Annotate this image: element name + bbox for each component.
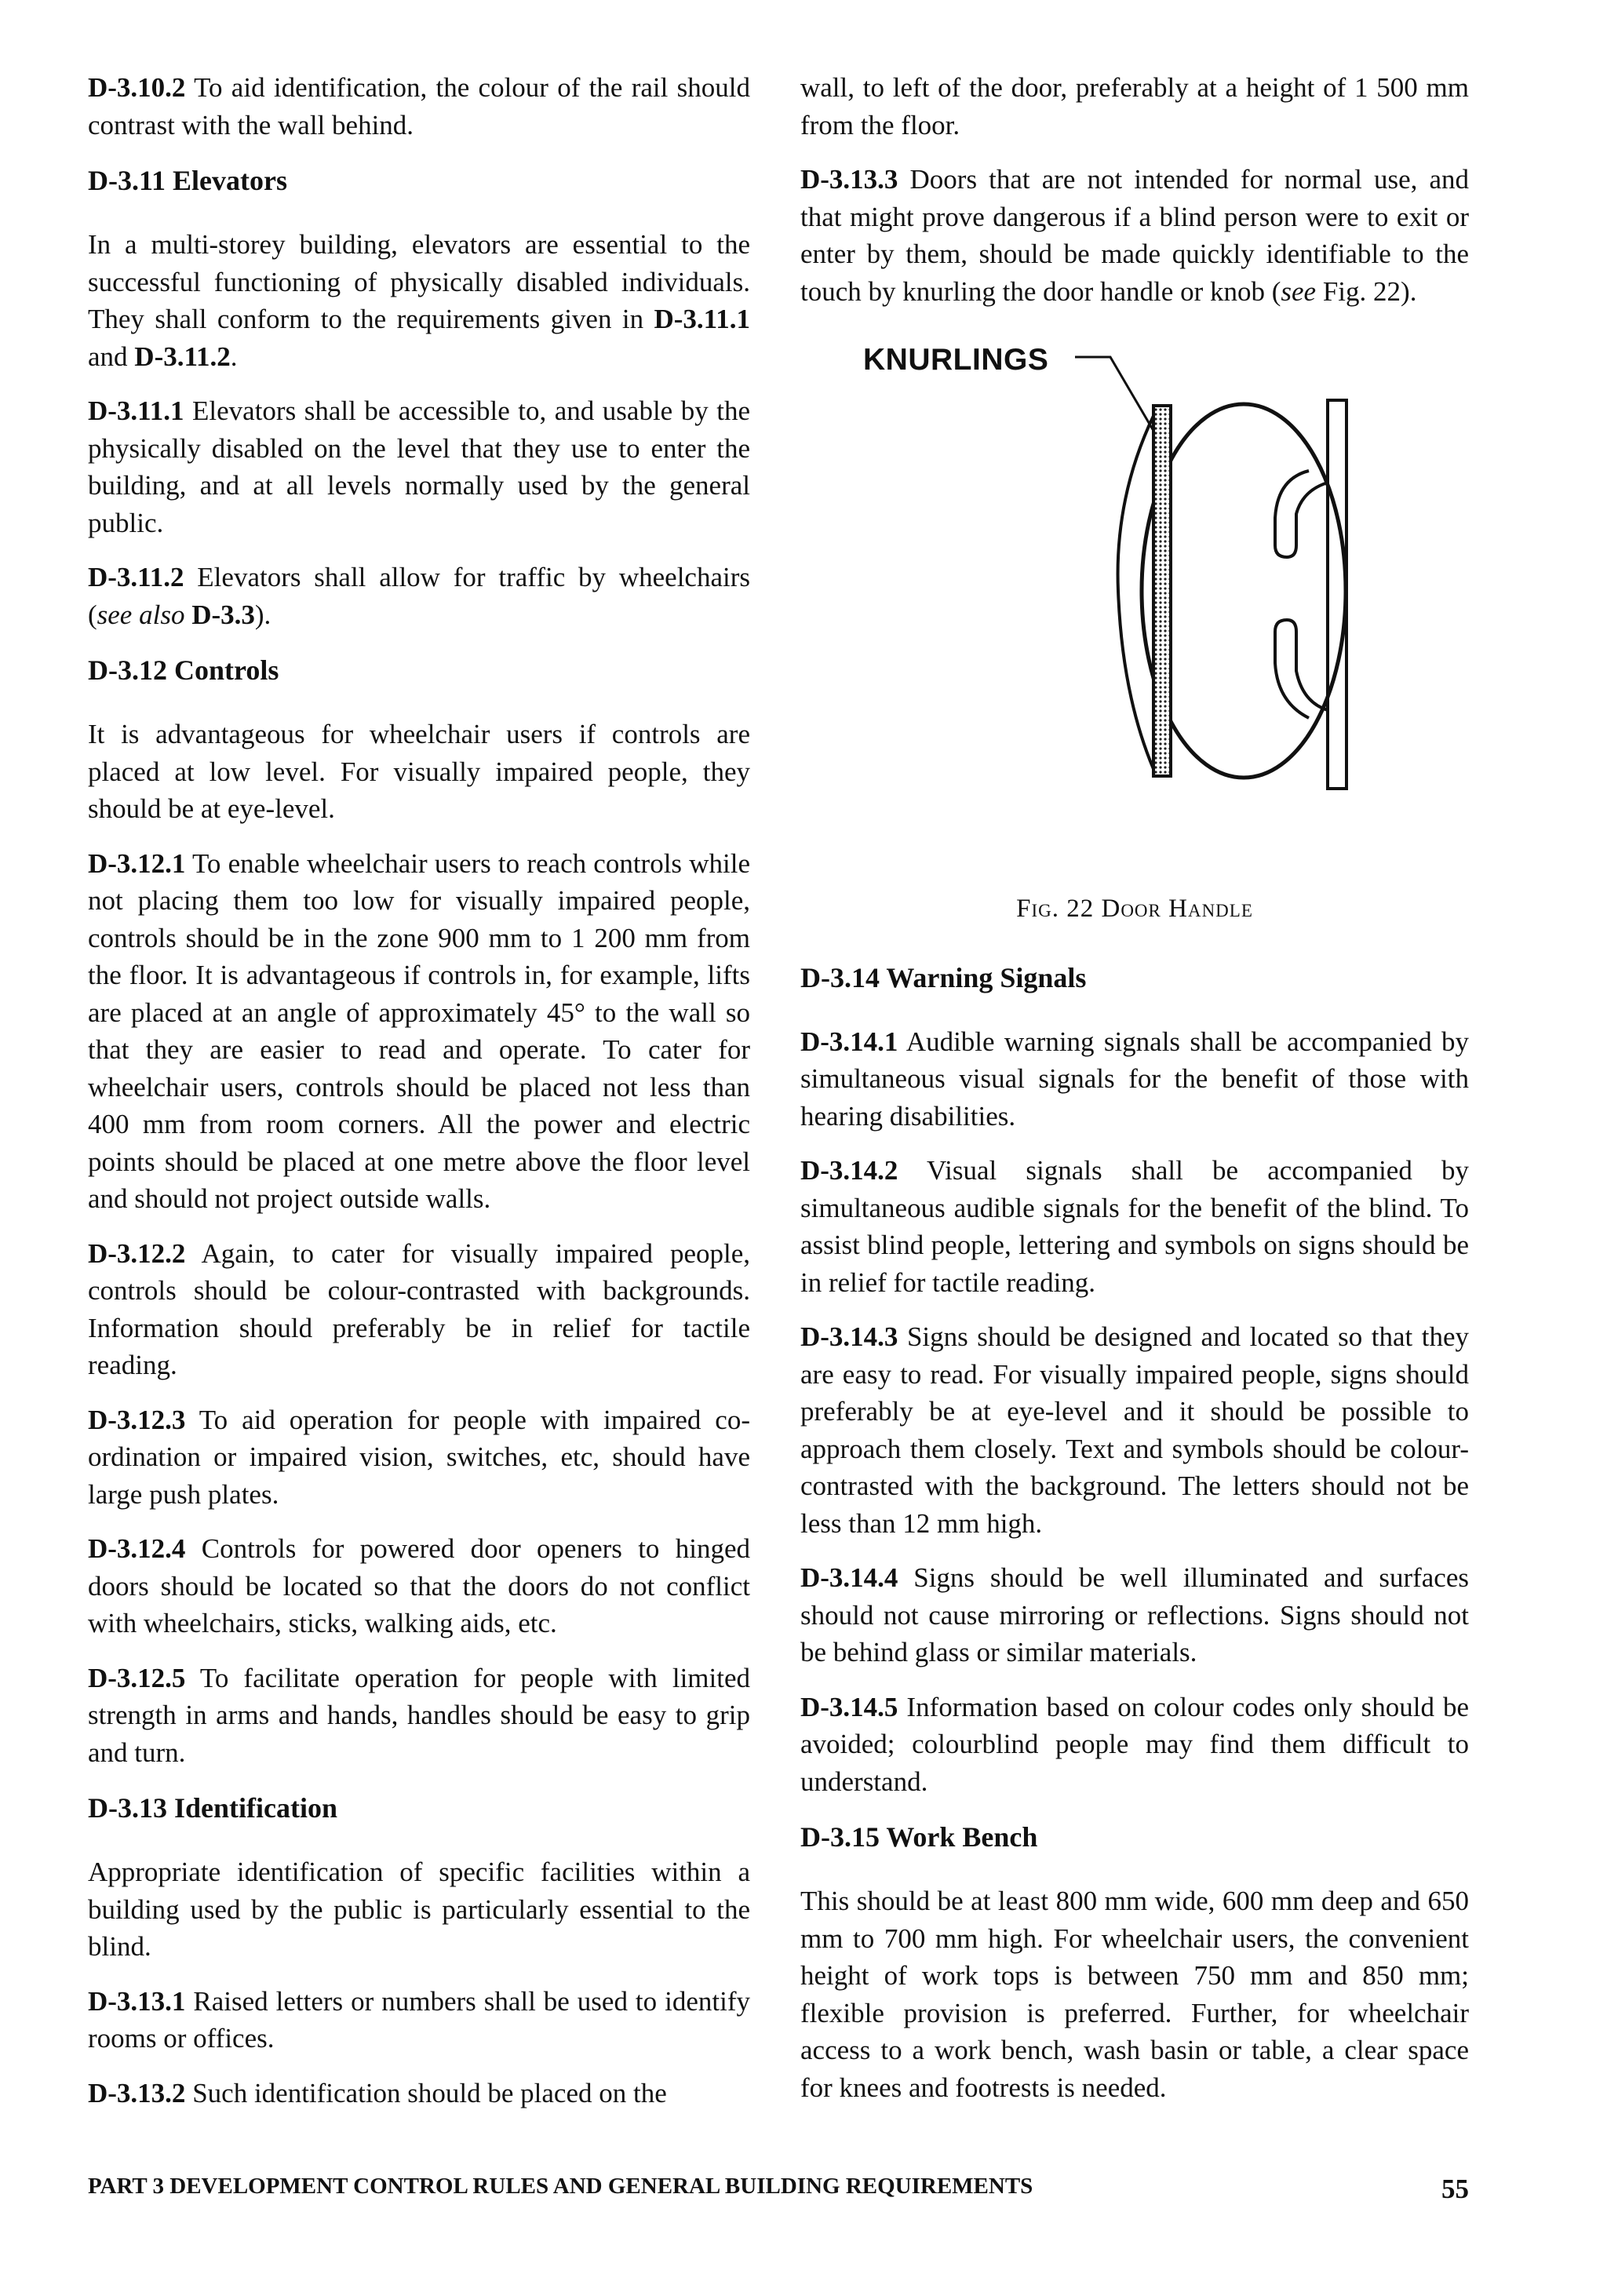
clause-d-3-12-5	[88, 1660, 750, 1772]
clause-d-3-12-1	[88, 845, 750, 1218]
door-handle-drawing	[800, 341, 1469, 828]
clause-text: Signs should be well illuminated and surfaces should not cause mirroring or reflections. Signs should not be behind glass or similar materials.	[800, 1562, 1469, 1667]
handle-neck-lower	[1275, 620, 1328, 718]
clause-ref: D-3.11.2	[134, 341, 231, 372]
clause-ref: D-3.11.1	[654, 304, 750, 334]
clause-text: Raised letters or numbers shall be used to identify rooms or offices.	[88, 1985, 750, 2054]
clause-text: To enable wheelchair users to reach controls while not placing them too low for visually impaired people, controls should be in the zone 900 mm to 1 200 mm from the floor. It is advantageous if controls in, for example, lifts are placed at an angle of approximately 45° to the wall so that they are easier to read and operate. To cater for wheelchair users, controls should be placed not less than 400 mm from room corners. All the power and electric points should be placed at one metre above the floor level and should not project outside walls.	[88, 847, 750, 1214]
clause-number: D-3.14.4	[800, 1562, 898, 1593]
clause-number: D-3.12.5	[88, 1662, 186, 1693]
clause-text: Fig. 22).	[1316, 275, 1417, 307]
paragraph-identification: Appropriate identification of specific facilities within a building used by the public is particularly essential to the blind.	[88, 1857, 750, 1962]
clause-d-3-14-4	[800, 1559, 1469, 1671]
clause-text: ).	[254, 599, 271, 630]
clause-d-3-14-1	[800, 1023, 1469, 1135]
clause-number: D-3.10.2	[88, 72, 186, 103]
clause-number: D-3.14.1	[800, 1026, 898, 1057]
clause-number: D-3.11.2	[88, 562, 184, 592]
clause-text: Again, to cater for visually impaired people, controls should be colour-contrasted with backgrounds. Information should preferably be in relief for tactile reading.	[88, 1237, 750, 1380]
clause-text: To aid identification, the colour of the rail should contrast with the wall behind.	[88, 72, 750, 140]
heading-controls: D-3.12 Controls	[88, 654, 279, 686]
clause-d-3-13-1	[88, 1983, 750, 2057]
knurled-band	[1153, 406, 1171, 776]
clause-text: To aid operation for people with impaired co-ordination or impaired vision, switches, etc, should have large push plates.	[88, 1404, 750, 1510]
heading-elevators: D-3.11 Elevators	[88, 165, 287, 196]
clause-d-3-10-2	[88, 69, 750, 144]
right-column	[800, 69, 1469, 2123]
clause-number: D-3.12.3	[88, 1404, 186, 1435]
clause-d-3-11-1	[88, 392, 750, 541]
clause-number: D-3.12.4	[88, 1533, 186, 1564]
clause-number: D-3.11.1	[88, 395, 184, 426]
clause-number: D-3.12.2	[88, 1237, 186, 1269]
clause-d-3-12-2	[88, 1235, 750, 1384]
see-also-italic: see also	[97, 599, 185, 630]
paragraph-text: and	[88, 341, 135, 372]
clause-d-3-12-3	[88, 1401, 750, 1514]
handle-neck-upper	[1275, 471, 1328, 557]
page-footer	[88, 2174, 1469, 2205]
clause-number: D-3.13.3	[800, 164, 898, 195]
clause-number: D-3.14.3	[800, 1321, 898, 1352]
heading-work-bench: D-3.15 Work Bench	[800, 1821, 1038, 1853]
clause-number: D-3.13.2	[88, 2077, 186, 2108]
paragraph-text: In a multi-storey building, elevators are essential to the successful functioning of physically disabled individuals. They shall conform to the requirements given in	[88, 229, 750, 334]
paragraph-continued: wall, to left of the door, preferably at a height of 1 500 mm from the floor.	[800, 72, 1469, 140]
footer-title: PART 3 DEVELOPMENT CONTROL RULES AND GENERAL BUILDING REQUIREMENTS	[88, 2174, 1033, 2199]
paragraph-work-bench: This should be at least 800 mm wide, 600 mm deep and 650 mm to 700 mm high. For wheelchair users, the convenient height of work tops is between 750 mm and 850 mm; flexible provision is preferred. Further, for wheelchair access to a work bench, wash basin or table, a clear space for knees and footrests is needed.	[800, 1886, 1469, 2103]
clause-number: D-3.13.1	[88, 1985, 186, 2017]
clause-d-3-11-2	[88, 559, 750, 633]
heading-warning-signals: D-3.14 Warning Signals	[800, 961, 1087, 993]
clause-text: Information based on colour codes only should be avoided; colourblind people may find them difficult to understand.	[800, 1691, 1469, 1797]
paragraph-text: .	[230, 341, 238, 372]
clause-d-3-12-4	[88, 1530, 750, 1642]
clause-d-3-14-5	[800, 1689, 1469, 1801]
paragraph-controls: It is advantageous for wheelchair users if controls are placed at low level. For visually impaired people, they should be at eye-level.	[88, 719, 750, 824]
wall-plate	[1328, 400, 1346, 789]
knob-front-curve	[1118, 416, 1153, 769]
clause-text: Elevators shall allow for traffic by wheelchairs (	[88, 562, 750, 630]
clause-number: D-3.14.5	[800, 1691, 898, 1722]
heading-identification: D-3.13 Identification	[88, 1792, 337, 1824]
clause-text: Elevators shall be accessible to, and usable by the physically disabled on the level that they use to enter the building, and at all levels normally used by the general public.	[88, 395, 750, 538]
see-italic: see	[1281, 275, 1317, 307]
door-handle-figure	[800, 341, 1469, 891]
page-number: 55	[1441, 2174, 1469, 2204]
clause-text: Signs should be designed and located so that they are easy to read. For visually impaired people, signs should preferably be at eye-level and it should be possible to approach them closely. Text and symbols should be colour-contrasted with the background. The letters should not be less than 12 mm high.	[800, 1321, 1469, 1539]
clause-d-3-13-2	[88, 2075, 750, 2112]
clause-text: Doors that are not intended for normal use, and that might prove dangerous if a blind person were to exit or enter by them, should be made quickly identifiable to the touch by knurling the door handle or knob (	[800, 164, 1469, 307]
clause-number: D-3.14.2	[800, 1155, 898, 1186]
figure-label: KNURLINGS	[863, 343, 1049, 377]
figure-caption: Fig. 22 Door Handle	[1016, 895, 1253, 923]
clause-d-3-14-2	[800, 1152, 1469, 1301]
clause-d-3-14-3	[800, 1318, 1469, 1542]
clause-text: Visual signals shall be accompanied by simultaneous audible signals for the benefit of the blind. To assist blind people, lettering and symbols on signs should be in relief for tactile reading.	[800, 1155, 1469, 1298]
clause-text: Controls for powered door openers to hinged doors should be located so that the doors do not conflict with wheelchairs, sticks, walking aids, etc.	[88, 1533, 750, 1638]
clause-text: To facilitate operation for people with limited strength in arms and hands, handles should be easy to grip and turn.	[88, 1662, 750, 1768]
clause-number: D-3.12.1	[88, 847, 186, 879]
clause-text: Such identification should be placed on the	[185, 2077, 667, 2108]
clause-ref: D-3.3	[184, 599, 255, 630]
left-column	[88, 69, 750, 2129]
clause-text: Audible warning signals shall be accompanied by simultaneous visual signals for the benefit of those with hearing disabilities.	[800, 1026, 1469, 1132]
clause-d-3-13-3	[800, 161, 1469, 310]
paragraph-elevators	[88, 226, 750, 375]
